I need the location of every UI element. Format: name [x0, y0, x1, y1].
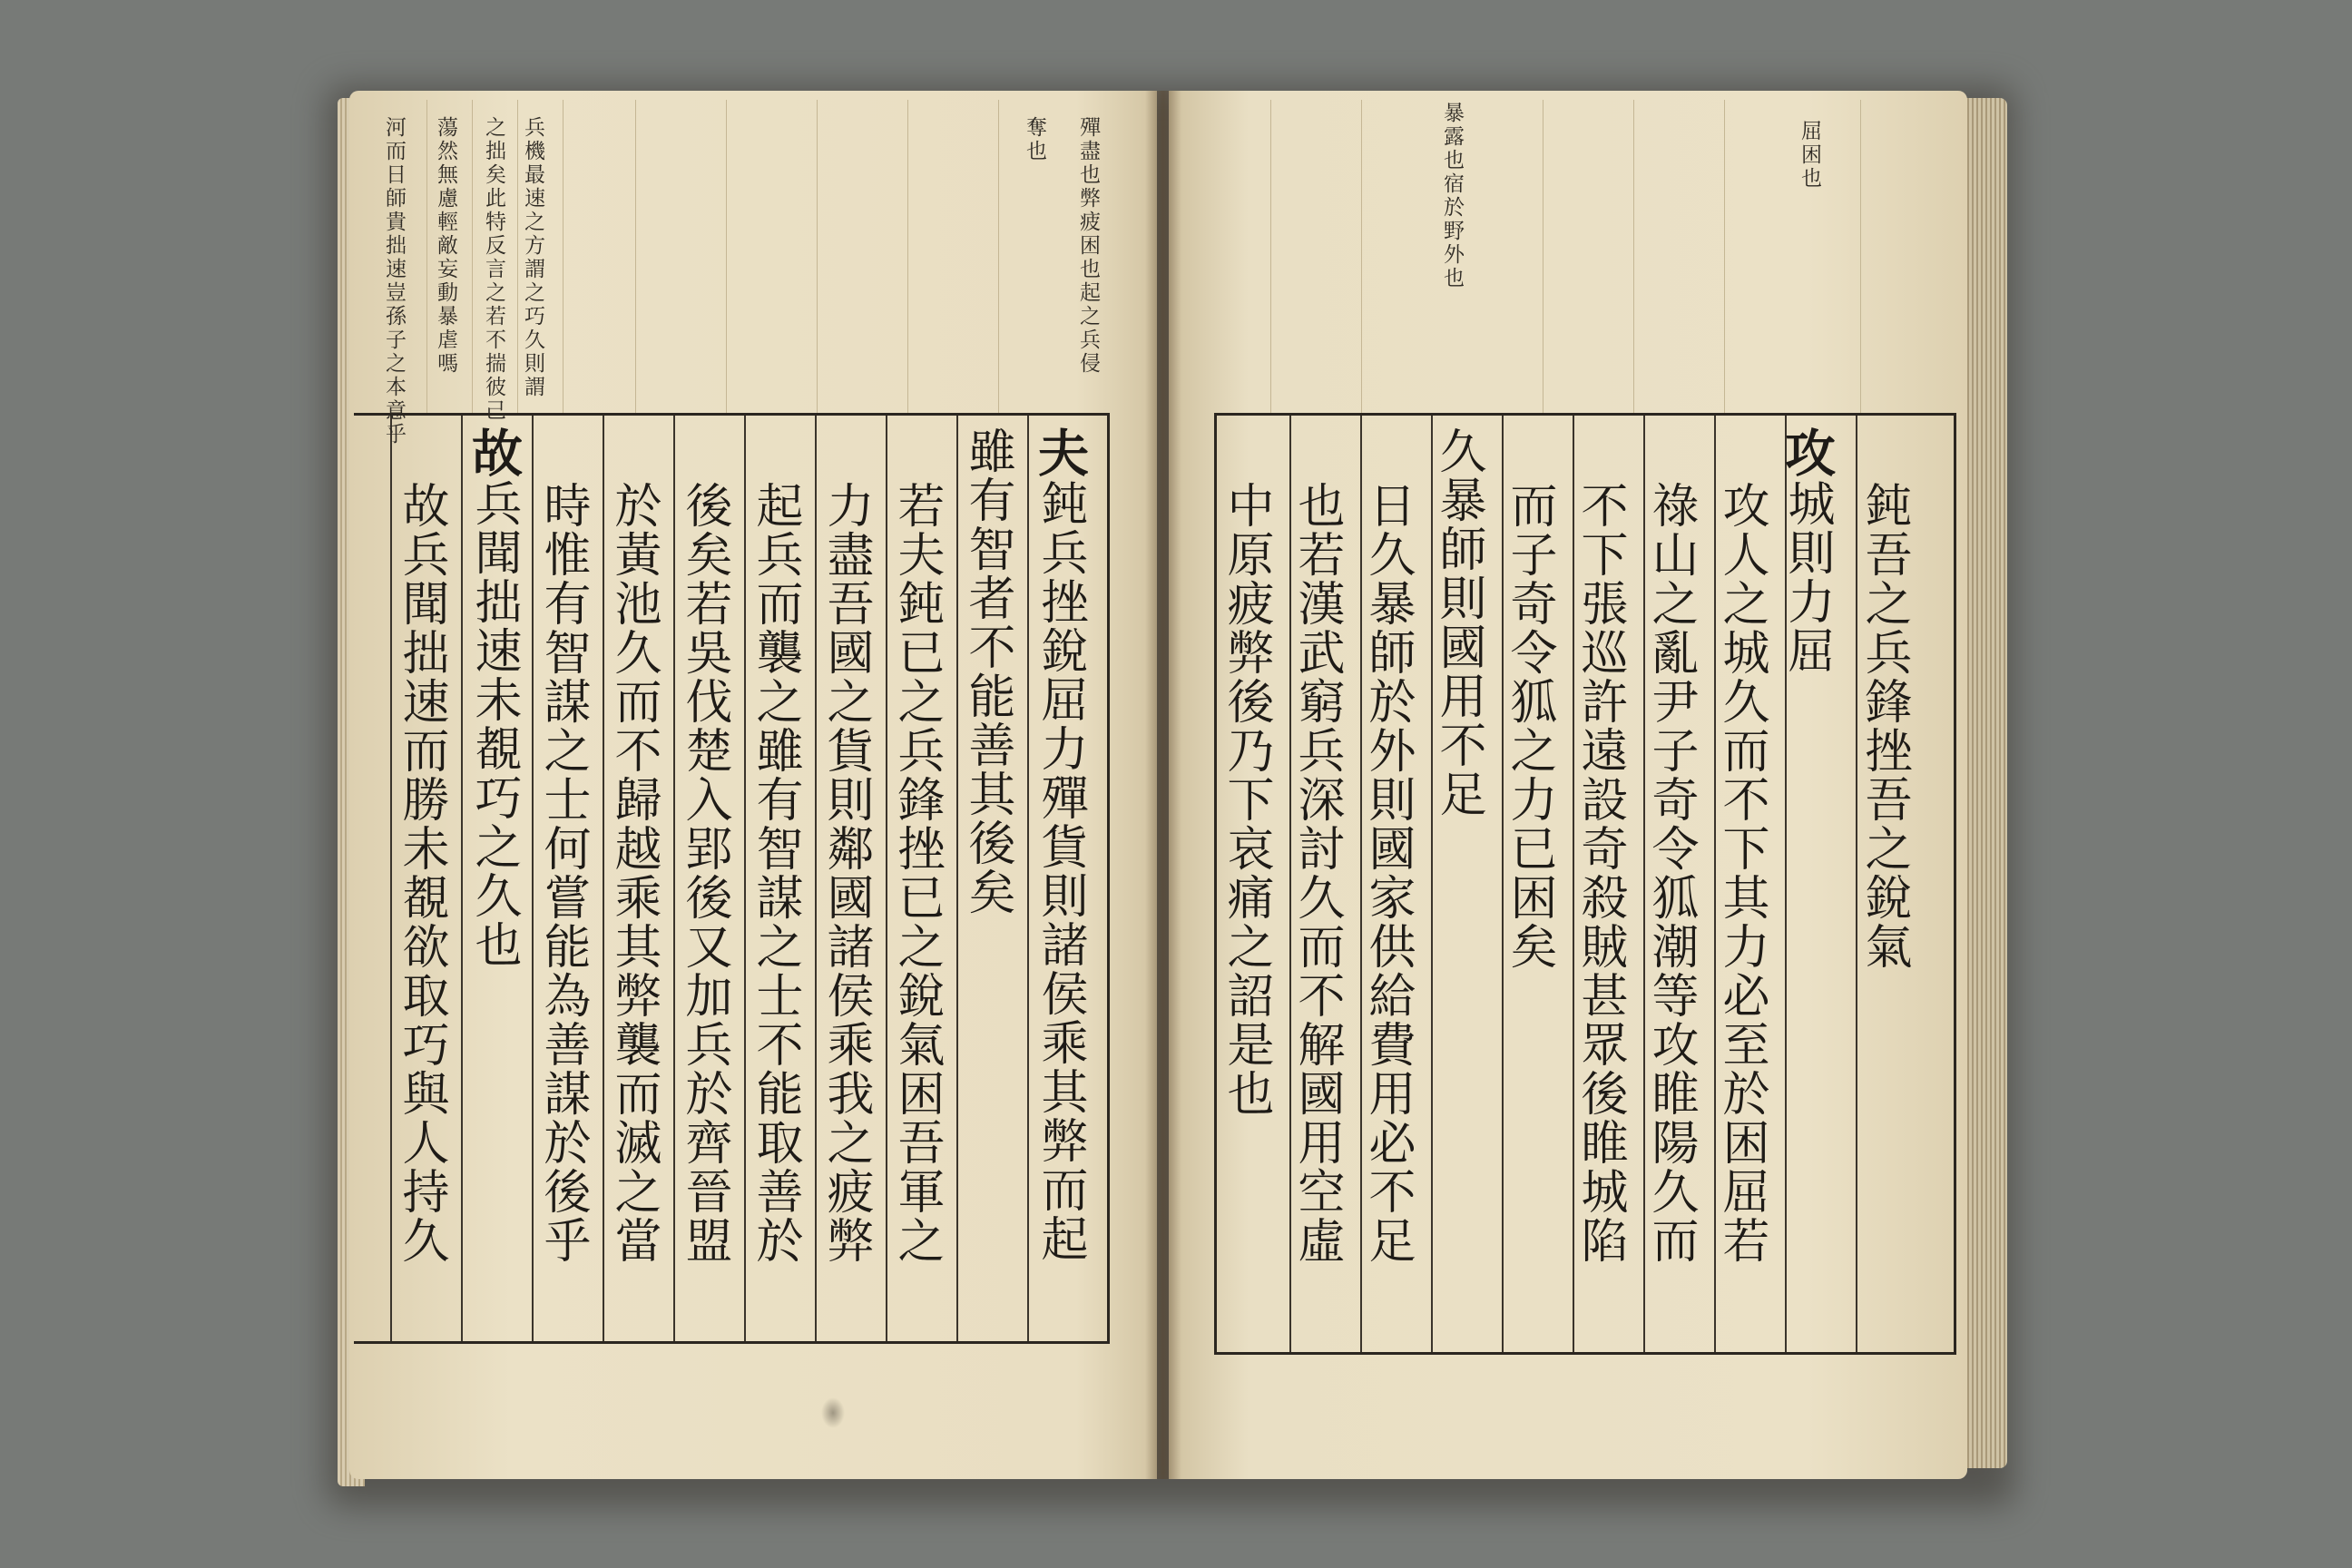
column-rule: [461, 416, 463, 1341]
book-gutter: [1145, 91, 1181, 1479]
column-text: 時惟有智謀之士何嘗能為善謀於後乎: [535, 481, 590, 1265]
right-column-4: [1643, 481, 1698, 1265]
column-rule: [815, 416, 817, 1341]
note-rule: [1543, 100, 1544, 413]
note-rule: [426, 100, 427, 413]
column-text: 也若漢武窮兵深討久而不解國用空虛: [1289, 481, 1344, 1265]
column-text: 後矣若吳伐楚入郢後又加兵於齊晉盟: [677, 481, 731, 1265]
left-column-10: [394, 481, 448, 1265]
left-column-5: [748, 481, 802, 1265]
column-lead-char: 攻: [1777, 426, 1837, 479]
note-rule: [726, 100, 727, 413]
left-column-7: [606, 481, 661, 1265]
note-rule: [998, 100, 999, 413]
column-rule: [532, 416, 534, 1341]
column-rule: [390, 416, 392, 1341]
left-column-3: [889, 481, 944, 1265]
column-rule: [1027, 416, 1029, 1341]
column-text: 攻人之城久而不下其力必至於困屈若: [1714, 481, 1769, 1265]
column-rule: [673, 416, 675, 1341]
left-column-1: [1030, 426, 1090, 1263]
right-column-3: [1714, 481, 1769, 1265]
left-note-1: 兵機最速之方謂之巧久則謂: [521, 116, 544, 399]
note-rule: [817, 100, 818, 413]
left-column-9: [464, 426, 524, 969]
note-rule: [1860, 100, 1861, 413]
right-column-9: [1289, 481, 1344, 1265]
column-text: 而子奇令狐之力已困矣: [1502, 481, 1556, 971]
note-rule: [472, 100, 473, 413]
note-rule: [563, 100, 564, 413]
column-text: 於黃池久而不歸越乘其弊襲而滅之當: [606, 481, 661, 1265]
column-text: 不下張巡許遠設奇殺賊甚眾後睢城陷: [1573, 481, 1627, 1265]
right-note-1: 屈困也: [1798, 120, 1821, 191]
column-text: 若夫鈍已之兵鋒挫已之銳氣困吾軍之: [889, 481, 944, 1265]
column-text: 雖有智者不能善其後矣: [960, 426, 1014, 916]
column-text: 祿山之亂尹子奇令狐潮等攻睢陽久而: [1643, 481, 1698, 1265]
column-text: 力盡吾國之貨則鄰國諸侯乘我之疲弊: [818, 481, 873, 1265]
left-note-6: 奪也: [1023, 116, 1046, 163]
note-rule: [907, 100, 908, 413]
note-rule: [635, 100, 636, 413]
column-text: 久暴師則國用不足: [1431, 426, 1485, 818]
right-column-2: [1777, 426, 1837, 675]
column-text: 城則力屈: [1779, 479, 1834, 675]
ink-stain: [821, 1397, 845, 1428]
right-note-2: 暴露也宿於野外也: [1440, 102, 1464, 290]
left-note-2: 之拙矣此特反言之若不揣彼己: [482, 116, 505, 423]
note-rule: [1633, 100, 1634, 413]
right-column-1: [1857, 481, 1911, 971]
left-column-8: [535, 481, 590, 1265]
column-text: 鈍兵挫銳屈力殫貨則諸侯乘其弊而起: [1033, 479, 1087, 1263]
note-rule: [517, 100, 518, 413]
column-lead-char: 故: [464, 426, 524, 479]
column-text: 中原疲弊後乃下哀痛之詔是也: [1219, 481, 1273, 1118]
left-note-5: 殫盡也弊疲困也起之兵侵: [1076, 116, 1100, 376]
right-column-5: [1573, 481, 1627, 1265]
left-column-4: [818, 481, 873, 1265]
note-rule: [1724, 100, 1725, 413]
right-column-7: [1431, 426, 1485, 818]
column-lead-char: 夫: [1030, 426, 1090, 479]
column-text: 鈍吾之兵鋒挫吾之銳氣: [1857, 481, 1911, 971]
left-column-2: [960, 426, 1014, 916]
right-column-10: [1219, 481, 1273, 1118]
left-note-4: 河而日師貴拙速豈孫子之本意乎: [382, 116, 406, 446]
note-rule: [1361, 100, 1362, 413]
column-rule: [886, 416, 887, 1341]
column-rule: [744, 416, 746, 1341]
right-column-6: [1502, 481, 1556, 971]
column-text: 兵聞拙速未覩巧之久也: [466, 479, 521, 969]
note-rule: [1270, 100, 1271, 413]
left-note-3: 蕩然無慮輕敵妄動暴虐嗎: [434, 116, 457, 376]
right-column-8: [1360, 481, 1415, 1265]
column-text: 起兵而襲之雖有智謀之士不能取善於: [748, 481, 802, 1265]
left-column-6: [677, 481, 731, 1265]
column-text: 日久暴師於外則國家供給費用必不足: [1360, 481, 1415, 1265]
column-rule: [603, 416, 604, 1341]
column-text: 故兵聞拙速而勝未覩欲取巧與人持久: [394, 481, 448, 1265]
column-rule: [956, 416, 958, 1341]
